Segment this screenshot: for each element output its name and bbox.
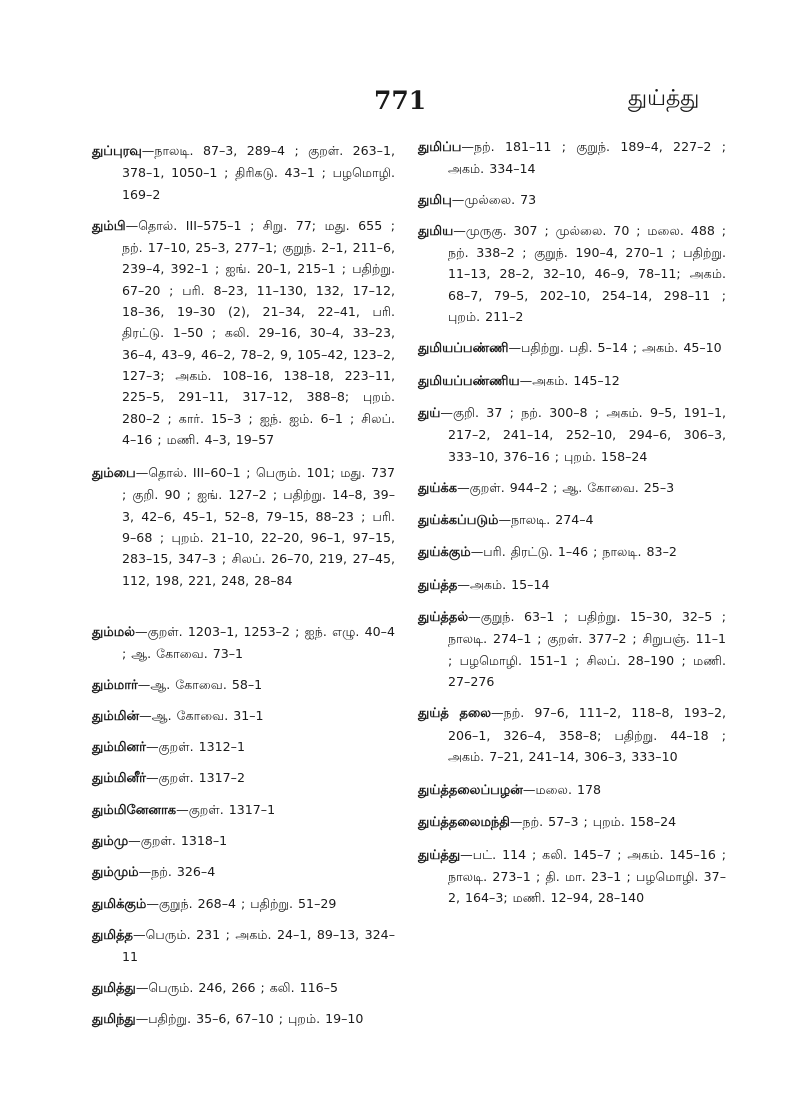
- index-column-right: [418, 136, 726, 909]
- entry-headword: துமித்த: [92, 927, 134, 943]
- entry-references: —மலை. 178: [522, 782, 602, 798]
- index-entry: [418, 136, 726, 180]
- index-entry: [418, 541, 726, 563]
- entry-references: —குறுந். 268–4 ; பதிற்று. 51–29: [146, 895, 337, 911]
- entry-references: —குறள். 1317–2: [145, 770, 245, 786]
- entry-headword: தும்மல்: [92, 624, 135, 640]
- entry-references: —குறள். 1312–1: [145, 739, 245, 755]
- entry-references: —குறள். 1318–1: [128, 833, 228, 849]
- index-entry: [92, 736, 395, 758]
- entry-headword: தும்பி: [92, 218, 126, 234]
- index-entry: [92, 767, 395, 789]
- entry-references: —தொல். III–575–1 ; சிறு. 77; மது. 655 ; நற். 17–10, 25–3, 277–1; குறுந். 2–1, 211–6, 239–4, 392–1 ; ஐங். 20–1, 215–1 ; பதிற்று. 67–20 ; பரி. 8–23, 11–130, 132, 17–12, 18–36, 19–30 (2), 21–34, 22–41, பரி. திரட்டு. 1–50 ; கலி. 29–16, 30–4, 33–23, 36–4, 43–9, 46–2, 78–2, 9, 105–42, 123–2, 127–3; அகம். 108–16, 138–18, 223–11, 225–5, 291–11, 317–12, 388–8; புறம். 280–2 ; கார். 15–3 ; ஐந். ஐம். 6–1 ; சிலப். 4–16 ; மணி. 4–3, 19–57: [122, 217, 395, 447]
- index-entry: [92, 462, 395, 591]
- entry-references: —நற். 97–6, 111–2, 118–8, 193–2, 206–1, 326–4, 358–8; பதிற்று. 44–18 ; அகம். 7–21, 241–14, 306–3, 333–10: [448, 705, 726, 764]
- index-entry: [92, 215, 395, 450]
- entry-references: —குறுந். 63–1 ; பதிற்று. 15–30, 32–5 ; நாலடி. 274–1 ; குறள். 377–2 ; சிறுபஞ். 11–1 ; பழமொழி. 151–1 ; சிலப். 28–190 ; மணி. 27–276: [448, 609, 726, 689]
- entry-headword: துய்த் தலை: [418, 706, 492, 722]
- entry-headword: தும்மினீர்: [92, 771, 146, 787]
- entry-headword: துமித்து: [92, 980, 136, 996]
- index-entry: [418, 370, 726, 392]
- entry-headword: தும்மும்: [92, 865, 139, 881]
- index-entry: [92, 1008, 395, 1030]
- entry-headword: துமிபு: [418, 192, 452, 208]
- entry-references: —ஆ. கோவை. 31–1: [139, 707, 264, 723]
- entry-headword: துப்புரவு: [92, 144, 142, 159]
- entry-references: —பரி. திரட்டு. 1–46 ; நாலடி. 83–2: [470, 544, 677, 560]
- entry-headword: துய்த்து: [418, 847, 461, 863]
- entry-references: —பெரும். 231 ; அகம். 24–1, 89–13, 324–11: [122, 926, 395, 965]
- entry-headword: தும்மின்: [92, 708, 140, 724]
- entry-headword: துய்க்கப்படும்: [418, 513, 499, 529]
- entry-references: —நற். 326–4: [138, 864, 216, 880]
- entry-headword: தும்மார்: [92, 677, 138, 693]
- index-column-left: [92, 140, 395, 1030]
- index-entry: [92, 140, 395, 205]
- index-entry: [418, 337, 726, 359]
- page-number: 771: [374, 86, 427, 115]
- entry-references: —தொல். III–60–1 ; பெரும். 101; மது. 737 ; குறி. 90 ; ஐங். 127–2 ; பதிற்று. 14–8, 39–3, 42–6, 45–1, 52–8, 79–15, 88–23 ; பரி. 9–68 ; புறம். 21–10, 22–20, 96–1, 97–15, 283–15, 347–3 ; சிலப். 26–70, 219, 27–45, 112, 198, 221, 248, 28–84: [122, 465, 395, 588]
- entry-references: —முல்லை. 73: [451, 191, 537, 207]
- entry-headword: துமிய: [418, 223, 454, 239]
- entry-headword: தும்மினேனாக: [92, 802, 177, 818]
- entry-headword: துய்த்தலைமந்தி: [418, 815, 510, 831]
- entry-headword: துய்த்த: [418, 577, 458, 593]
- entry-references: —அகம். 145–12: [519, 372, 620, 388]
- entry-references: —குறள். 1203–1, 1253–2 ; ஐந். எழு. 40–4 ; ஆ. கோவை. 73–1: [122, 623, 395, 662]
- entry-headword: தும்பை: [92, 466, 136, 482]
- index-entry: [418, 811, 726, 833]
- entry-references: —நற். 181–11 ; குறுந். 189–4, 227–2 ; அகம். 334–14: [448, 139, 726, 177]
- index-entry: [418, 402, 726, 467]
- entry-headword: துமிந்து: [92, 1011, 136, 1027]
- index-entry: [418, 779, 726, 801]
- index-entry: [92, 861, 395, 883]
- entry-references: —குறி. 37 ; நற். 300–8 ; அகம். 9–5, 191–1, 217–2, 241–14, 252–10, 294–6, 306–3, 333–10, 376–16 ; புறம். 158–24: [440, 404, 726, 464]
- entry-references: —நற். 57–3 ; புறம். 158–24: [509, 814, 677, 830]
- index-entry: [418, 574, 726, 596]
- entry-headword: துமியப்பண்ணி: [418, 341, 509, 357]
- index-entry: [92, 799, 395, 821]
- index-entry: [92, 893, 395, 915]
- index-entry: [92, 924, 395, 968]
- entry-references: —பதிற்று. 35–6, 67–10 ; புறம். 19–10: [135, 1010, 364, 1026]
- running-header-word: துய்த்து: [628, 86, 700, 111]
- index-entry: [92, 705, 395, 727]
- index-entry: [418, 189, 726, 211]
- index-entry: [92, 830, 395, 852]
- entry-references: —முருகு. 307 ; முல்லை. 70 ; மலை. 488 ; நற். 338–2 ; குறுந். 190–4, 270–1 ; பதிற்று. 11–13, 28–2, 32–10, 46–9, 78–11; அகம். 68–7, 79–5, 202–10, 254–14, 298–11 ; புறம். 211–2: [448, 222, 726, 325]
- entry-headword: துமியப்பண்ணிய: [418, 373, 520, 389]
- entry-headword: துய்த்தலைப்பழன்: [418, 783, 523, 799]
- entry-headword: துமிப்ப: [418, 140, 462, 155]
- entry-references: —நாலடி. 274–4: [498, 512, 594, 528]
- index-entry: [92, 977, 395, 999]
- entry-references: —பதிற்று. பதி. 5–14 ; அகம். 45–10: [508, 340, 722, 356]
- entry-headword: துய்க்கும்: [418, 545, 471, 561]
- index-entry: [92, 674, 395, 696]
- index-entry: [92, 621, 395, 665]
- entry-references: —பெரும். 246, 266 ; கலி. 116–5: [135, 979, 338, 995]
- entry-references: —ஆ. கோவை. 58–1: [137, 676, 263, 692]
- entry-references: —பட். 114 ; கலி. 145–7 ; அகம். 145–16 ; நாலடி. 273–1 ; தி. மா. 23–1 ; பழமொழி. 37–2, 164–3; மணி. 12–94, 28–140: [448, 846, 726, 906]
- index-entry: [418, 844, 726, 909]
- entry-headword: துய்: [418, 405, 441, 421]
- entry-references: —நாலடி. 87–3, 289–4 ; குறள். 263–1, 378–1, 1050–1 ; திரிகடு. 43–1 ; பழமொழி. 169–2: [122, 143, 395, 202]
- entry-references: —குறள். 1317–1: [176, 801, 276, 817]
- index-entry: [418, 509, 726, 531]
- entry-references: —அகம். 15–14: [457, 576, 550, 592]
- index-entry: [418, 220, 726, 327]
- entry-headword: தும்மு: [92, 834, 129, 850]
- index-entry: [418, 702, 726, 767]
- entry-references: —குறள். 944–2 ; ஆ. கோவை. 25–3: [457, 479, 675, 495]
- entry-headword: துமிக்கும்: [92, 896, 147, 912]
- entry-headword: துய்க்க: [418, 480, 458, 496]
- entry-headword: தும்மினர்: [92, 740, 146, 756]
- index-entry: [418, 477, 726, 499]
- index-entry: [418, 606, 726, 692]
- entry-headword: துய்த்தல்: [418, 610, 469, 626]
